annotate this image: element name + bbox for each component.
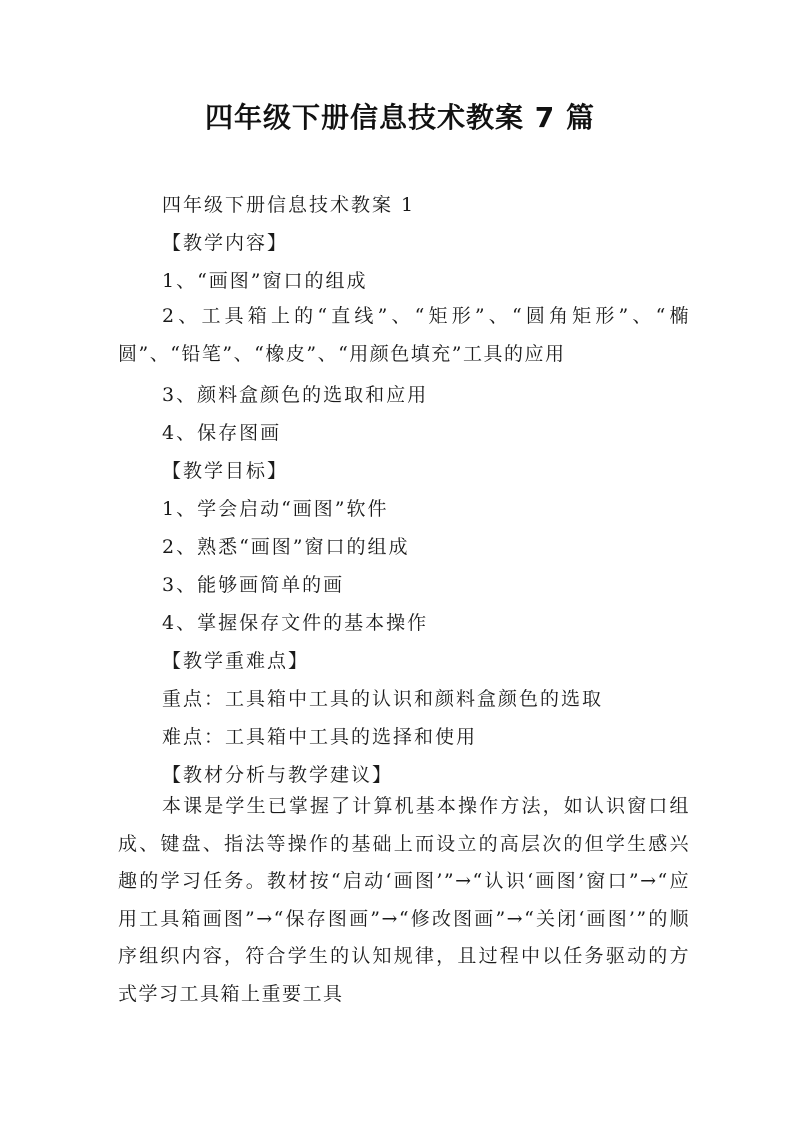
difficult-point: 难点：工具箱中工具的选择和使用 — [162, 726, 478, 748]
content-item-1: 1、“画图”窗口的组成 — [162, 270, 368, 292]
section-heading-key-points: 【教学重难点】 — [162, 650, 310, 672]
section-heading-content: 【教学内容】 — [162, 232, 289, 254]
analysis-paragraph: 本课是学生已掌握了计算机基本操作方法，如认识窗口组成、键盘、指法等操作的基础上而设立的高层次的但学生感兴趣的学习任务。教材按“启动‘画图’”→“认识‘画图’窗口”→“应用工具箱画图”→“保存图画”→“修改图画”→“关闭‘画图’”的顺序组织内容，符合学生的认知规律，且过程中以任务驱动的方式学习工具箱上重要工具 — [118, 795, 690, 1005]
lesson-heading: 四年级下册信息技术教案 1 — [162, 194, 416, 216]
section-heading-analysis: 【教材分析与教学建议】 — [162, 764, 394, 786]
content-item-3: 3、颜料盒颜色的选取和应用 — [162, 384, 429, 406]
key-point: 重点：工具箱中工具的认识和颜料盒颜色的选取 — [162, 688, 604, 710]
content-item-4: 4、保存图画 — [162, 422, 282, 444]
document-title: 四年级下册信息技术教案 7 篇 — [205, 101, 595, 134]
section-heading-goals: 【教学目标】 — [162, 460, 289, 482]
goal-item-2: 2、熟悉“画图”窗口的组成 — [162, 536, 410, 558]
goal-item-4: 4、掌握保存文件的基本操作 — [162, 612, 429, 634]
content-item-2-paragraph: 2、工具箱上的“直线”、“矩形”、“圆角矩形”、“椭圆”、“铅笔”、“橡皮”、“用颜色填充”工具的应用 — [118, 305, 690, 365]
goal-item-3: 3、能够画简单的画 — [162, 574, 345, 596]
goal-item-1: 1、学会启动“画图”软件 — [162, 498, 389, 520]
